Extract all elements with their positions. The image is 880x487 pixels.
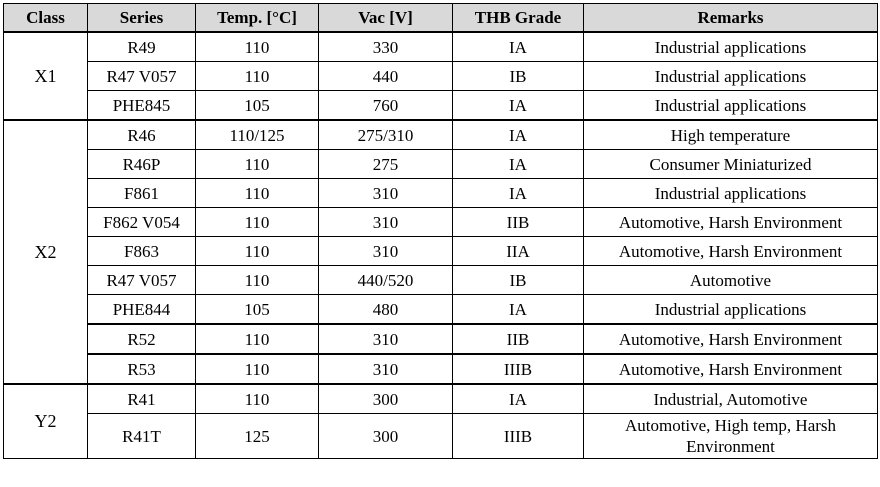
class-cell-x2: X2 — [4, 120, 88, 384]
thb-cell: IIB — [453, 208, 584, 237]
table-row — [4, 62, 878, 91]
table-row — [4, 208, 878, 237]
remarks-cell: Industrial applications — [584, 295, 878, 325]
vac-cell: 310 — [319, 324, 453, 354]
temp-cell: 110 — [196, 384, 319, 414]
table-row — [4, 354, 878, 384]
thb-cell: IIB — [453, 324, 584, 354]
thb-cell: IA — [453, 179, 584, 208]
vac-cell: 310 — [319, 179, 453, 208]
series-cell: F863 — [88, 237, 196, 266]
series-cell: R41T — [88, 414, 196, 459]
vac-cell: 440 — [319, 62, 453, 91]
temp-cell: 110 — [196, 266, 319, 295]
table-row — [4, 237, 878, 266]
thb-cell: IA — [453, 91, 584, 121]
remarks-cell: Industrial applications — [584, 62, 878, 91]
remarks-cell: High temperature — [584, 120, 878, 150]
vac-cell: 275 — [319, 150, 453, 179]
table-row — [4, 295, 878, 325]
header-row — [4, 4, 878, 33]
vac-cell: 480 — [319, 295, 453, 325]
temp-cell: 110 — [196, 354, 319, 384]
table-row — [4, 179, 878, 208]
class-cell-x1: X1 — [4, 32, 88, 120]
temp-cell: 105 — [196, 295, 319, 325]
temp-cell: 110 — [196, 62, 319, 91]
table-row — [4, 266, 878, 295]
class-cell-y2: Y2 — [4, 384, 88, 459]
series-cell: R49 — [88, 32, 196, 62]
temp-cell: 110 — [196, 179, 319, 208]
remarks-cell: Industrial applications — [584, 91, 878, 121]
series-cell: PHE844 — [88, 295, 196, 325]
series-cell: R47 V057 — [88, 62, 196, 91]
remarks-cell: Industrial, Automotive — [584, 384, 878, 414]
vac-cell: 300 — [319, 384, 453, 414]
header-series: Series — [88, 4, 196, 33]
series-cell: R41 — [88, 384, 196, 414]
remarks-cell: Industrial applications — [584, 32, 878, 62]
vac-cell: 275/310 — [319, 120, 453, 150]
thb-cell: IIIB — [453, 414, 584, 459]
series-cell: F861 — [88, 179, 196, 208]
table-row — [4, 32, 878, 62]
temp-cell: 125 — [196, 414, 319, 459]
thb-cell: IB — [453, 62, 584, 91]
header-temp: Temp. [°C] — [196, 4, 319, 33]
remarks-cell: Automotive, Harsh Environment — [584, 324, 878, 354]
series-cell: R47 V057 — [88, 266, 196, 295]
table-row — [4, 150, 878, 179]
vac-cell: 310 — [319, 354, 453, 384]
header-remarks: Remarks — [584, 4, 878, 33]
capacitor-series-table — [3, 3, 878, 459]
thb-cell: IIIB — [453, 354, 584, 384]
table-row — [4, 414, 878, 459]
remarks-cell: Automotive, Harsh Environment — [584, 237, 878, 266]
vac-cell: 310 — [319, 208, 453, 237]
temp-cell: 110 — [196, 324, 319, 354]
table-row — [4, 384, 878, 414]
vac-cell: 330 — [319, 32, 453, 62]
remarks-cell: Automotive, Harsh Environment — [584, 354, 878, 384]
header-vac: Vac [V] — [319, 4, 453, 33]
series-cell: R53 — [88, 354, 196, 384]
series-cell: R46P — [88, 150, 196, 179]
table-row — [4, 324, 878, 354]
series-cell: R46 — [88, 120, 196, 150]
thb-cell: IA — [453, 120, 584, 150]
series-cell: R52 — [88, 324, 196, 354]
table-row — [4, 120, 878, 150]
series-cell: PHE845 — [88, 91, 196, 121]
remarks-cell: Automotive — [584, 266, 878, 295]
temp-cell: 110 — [196, 150, 319, 179]
header-thb-grade: THB Grade — [453, 4, 584, 33]
vac-cell: 440/520 — [319, 266, 453, 295]
thb-cell: IIA — [453, 237, 584, 266]
remarks-cell: Industrial applications — [584, 179, 878, 208]
remarks-cell: Consumer Miniaturized — [584, 150, 878, 179]
vac-cell: 300 — [319, 414, 453, 459]
temp-cell: 110/125 — [196, 120, 319, 150]
thb-cell: IA — [453, 32, 584, 62]
thb-cell: IB — [453, 266, 584, 295]
vac-cell: 310 — [319, 237, 453, 266]
remarks-cell: Automotive, High temp, Harsh Environment — [584, 414, 878, 459]
remarks-cell: Automotive, Harsh Environment — [584, 208, 878, 237]
header-class: Class — [4, 4, 88, 33]
thb-cell: IA — [453, 295, 584, 325]
temp-cell: 110 — [196, 208, 319, 237]
series-cell: F862 V054 — [88, 208, 196, 237]
thb-cell: IA — [453, 384, 584, 414]
vac-cell: 760 — [319, 91, 453, 121]
table-row — [4, 91, 878, 121]
thb-cell: IA — [453, 150, 584, 179]
temp-cell: 110 — [196, 32, 319, 62]
temp-cell: 110 — [196, 237, 319, 266]
temp-cell: 105 — [196, 91, 319, 121]
